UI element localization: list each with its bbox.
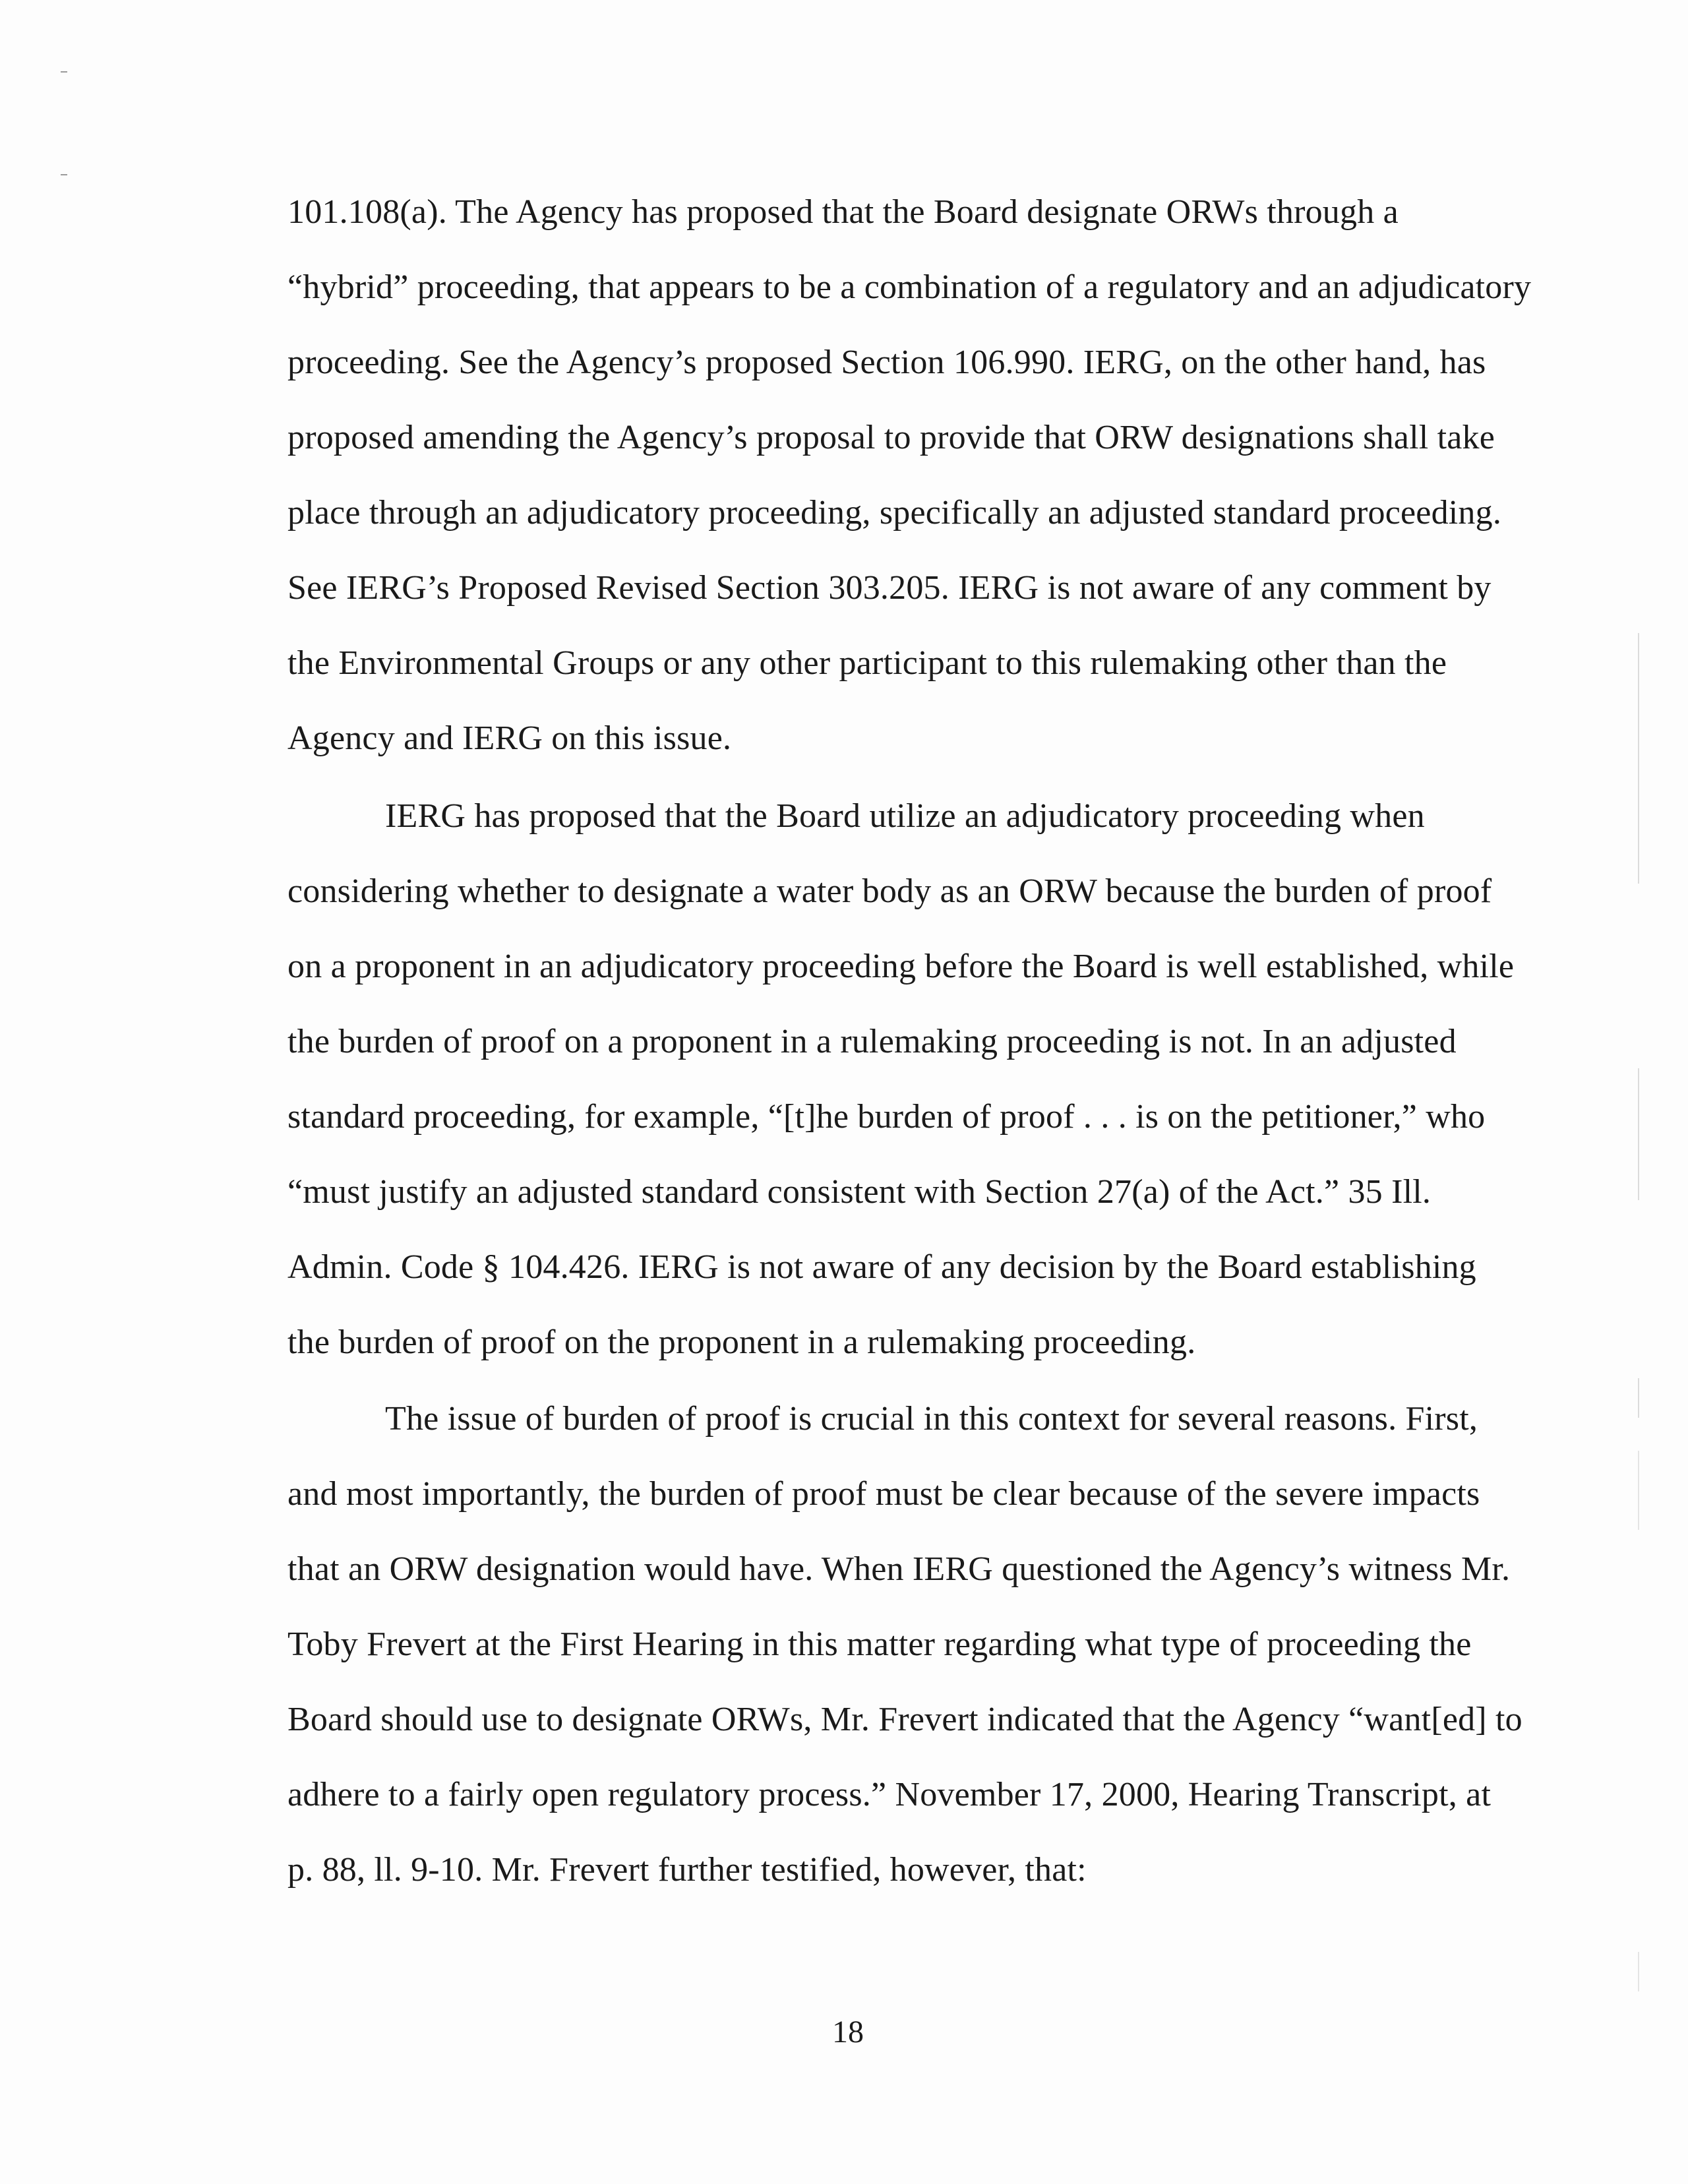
text-line: standard proceeding, for example, “[t]he burden of proof . . . is on the petitioner,” who <box>287 1098 1486 1136</box>
scan-mark <box>1638 1068 1639 1200</box>
scan-mark <box>1638 1952 1639 1991</box>
text-line: IERG has proposed that the Board utilize an adjudicatory proceeding when <box>385 797 1425 835</box>
text-line: that an ORW designation would have. When IERG questioned the Agency’s witness Mr. <box>287 1550 1511 1588</box>
text-line: “hybrid” proceeding, that appears to be a combination of a regulatory and an adjudicatory <box>287 268 1532 306</box>
text-line: Toby Frevert at the First Hearing in this matter regarding what type of proceeding the <box>287 1625 1472 1663</box>
text-line: the burden of proof on the proponent in a rulemaking proceeding. <box>287 1323 1196 1361</box>
scan-mark <box>1638 633 1639 884</box>
text-line: 101.108(a). The Agency has proposed that the Board designate ORWs through a <box>287 193 1399 231</box>
text-line: adhere to a fairly open regulatory process.” November 17, 2000, Hearing Transcript, at <box>287 1776 1492 1813</box>
text-line: proceeding. See the Agency’s proposed Section 106.990. IERG, on the other hand, has <box>287 344 1486 381</box>
text-line: the burden of proof on a proponent in a rulemaking proceeding is not. In an adjusted <box>287 1023 1457 1060</box>
text-line: place through an adjudicatory proceeding, specifically an adjusted standard proceeding. <box>287 494 1502 531</box>
text-line: See IERG’s Proposed Revised Section 303.205. IERG is not aware of any comment by <box>287 569 1492 607</box>
text-line: and most importantly, the burden of proof must be clear because of the severe impacts <box>287 1475 1480 1513</box>
scan-mark <box>1638 1378 1639 1418</box>
text-line: Agency and IERG on this issue. <box>287 719 732 757</box>
scan-mark <box>1638 1451 1639 1530</box>
text-line: considering whether to designate a water body as an ORW because the burden of proof <box>287 872 1492 910</box>
text-line: Board should use to designate ORWs, Mr. Frevert indicated that the Agency “want[ed] to <box>287 1701 1522 1738</box>
text-line: p. 88, ll. 9-10. Mr. Frevert further testified, however, that: <box>287 1851 1087 1889</box>
text-line: Admin. Code § 104.426. IERG is not aware of any decision by the Board establishing <box>287 1248 1476 1286</box>
text-line: The issue of burden of proof is crucial in this context for several reasons. First, <box>385 1400 1478 1438</box>
text-line: on a proponent in an adjudicatory proceeding before the Board is well established, while <box>287 948 1515 985</box>
scan-mark <box>61 174 67 175</box>
text-line: the Environmental Groups or any other participant to this rulemaking other than the <box>287 644 1447 682</box>
text-line: “must justify an adjusted standard consistent with Section 27(a) of the Act.” 35 Ill. <box>287 1173 1432 1211</box>
page-number: 18 <box>832 2015 864 2049</box>
scan-mark <box>61 71 67 73</box>
text-line: proposed amending the Agency’s proposal to provide that ORW designations shall take <box>287 419 1495 456</box>
